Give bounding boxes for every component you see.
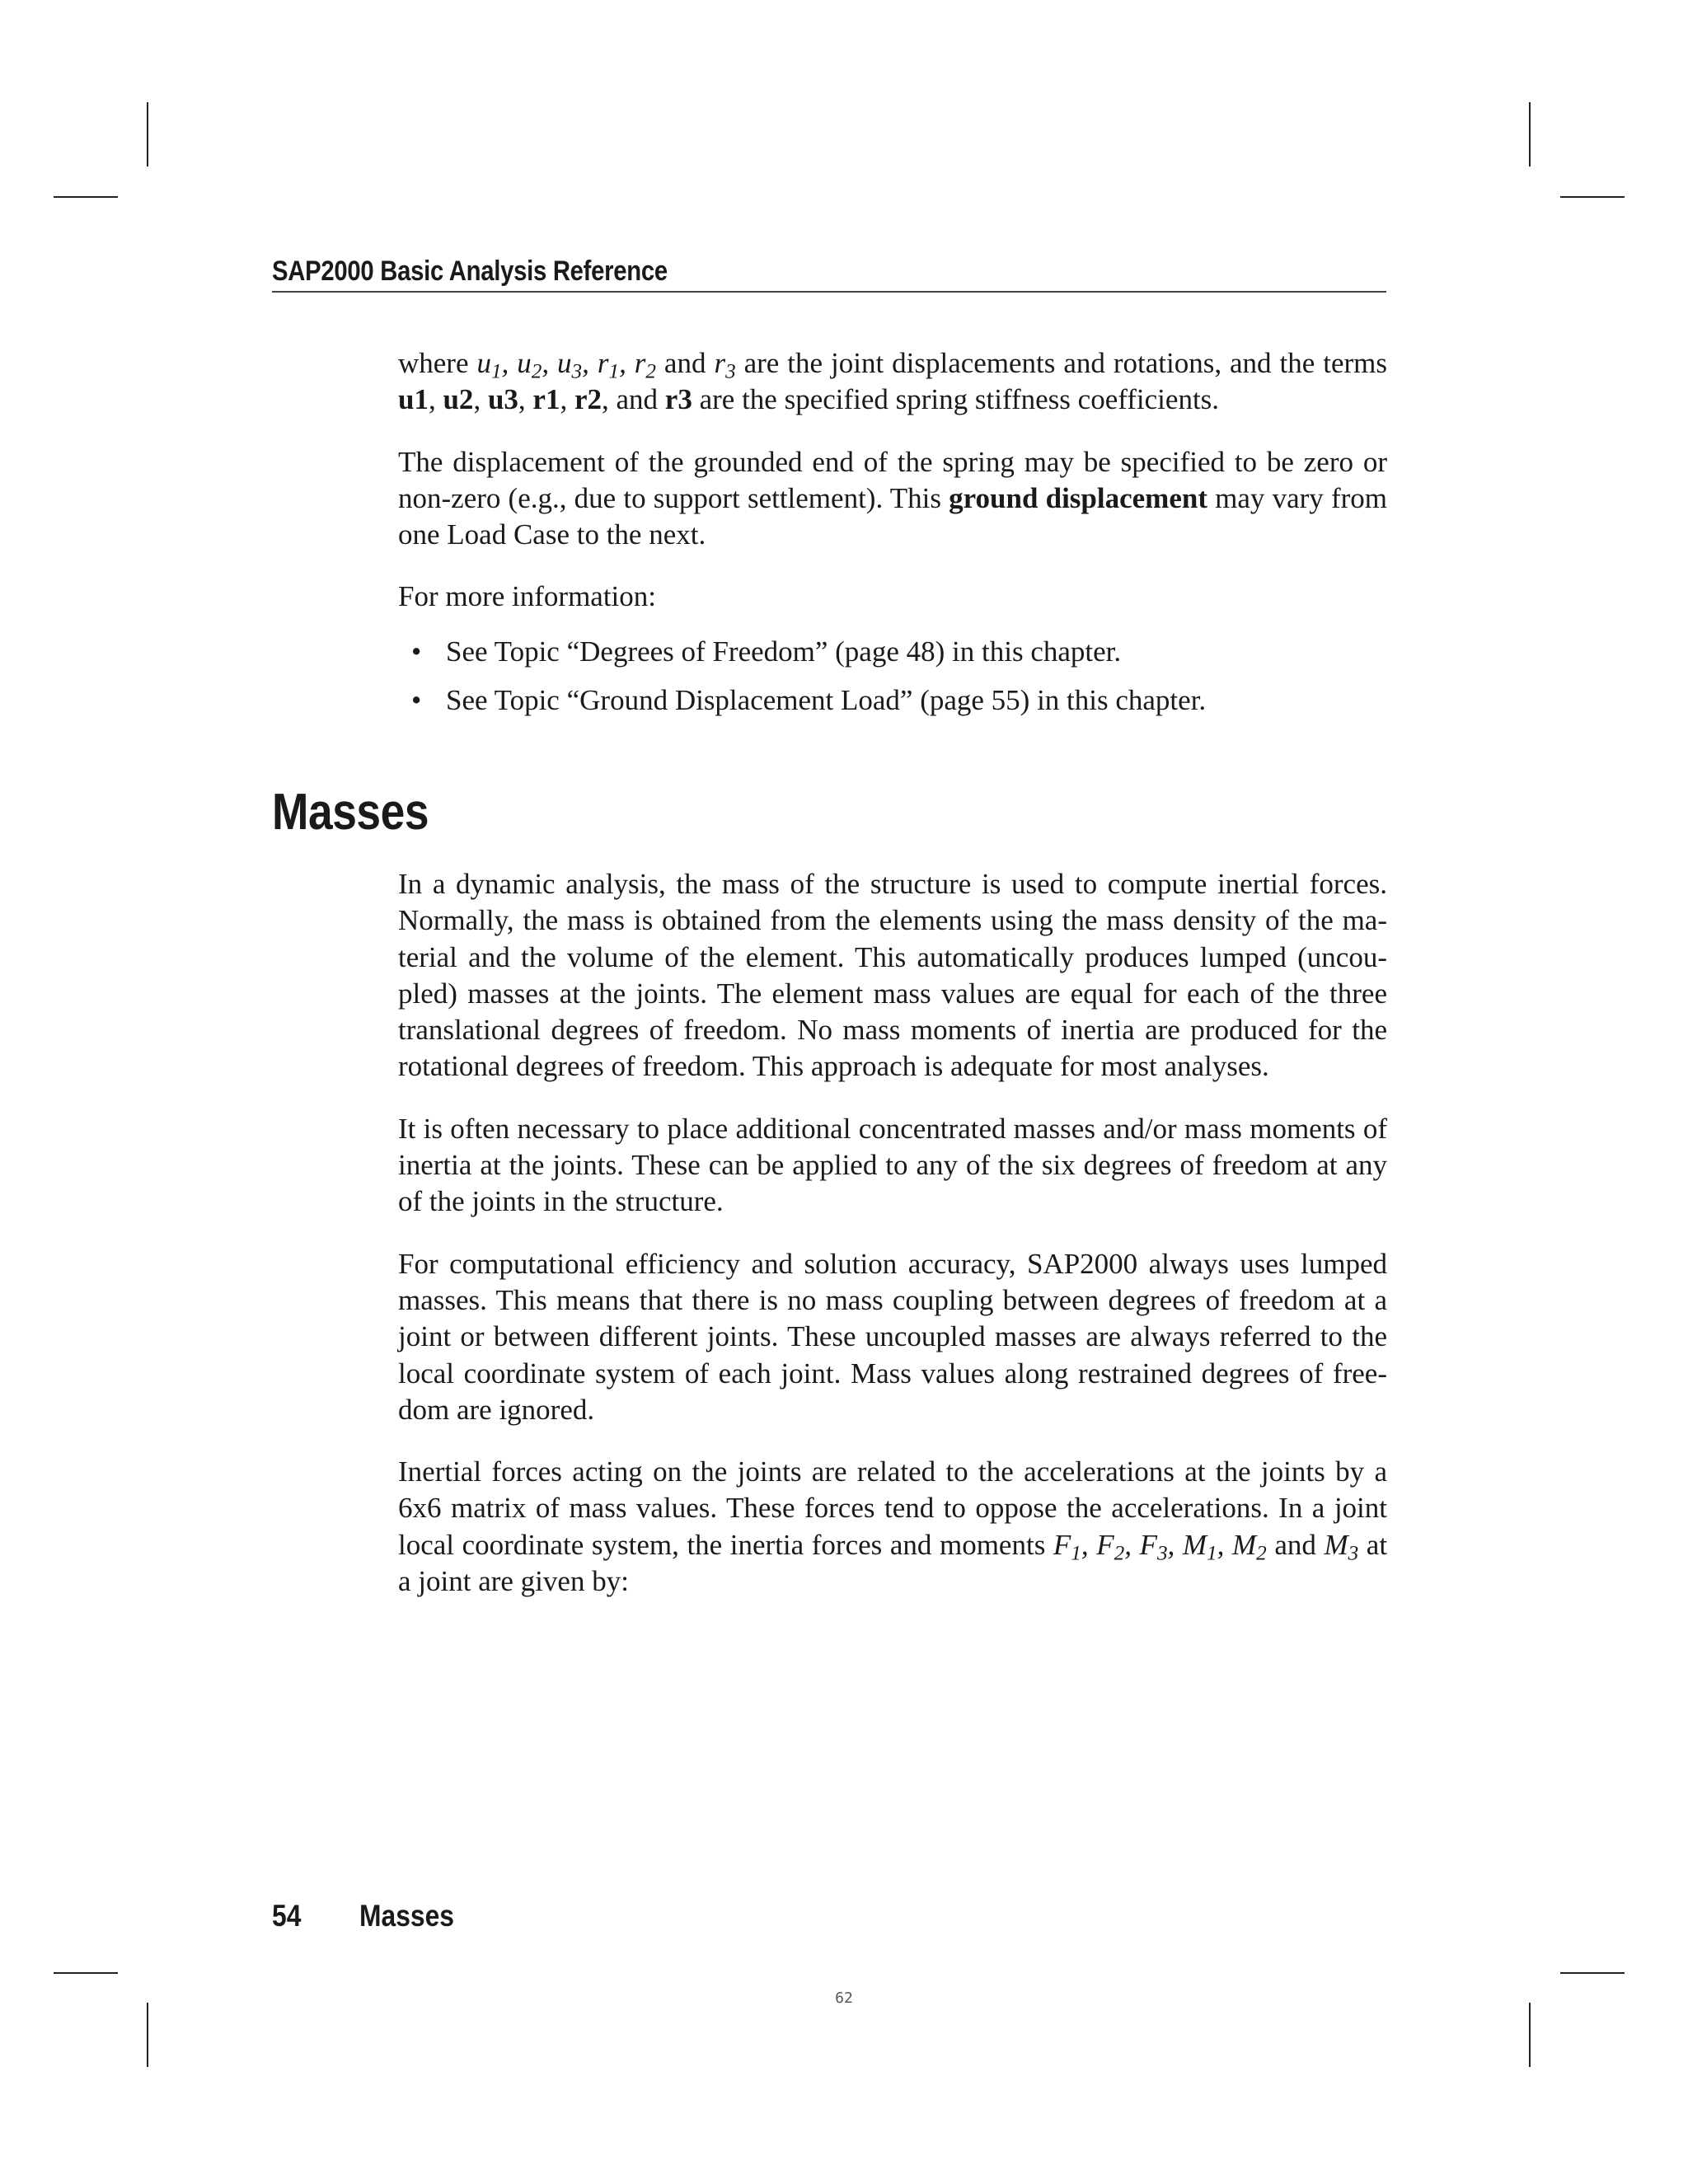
section-heading-masses: Masses bbox=[272, 784, 429, 841]
see-also-list bbox=[398, 627, 1387, 724]
see-also-ground-displacement-load: See Topic “Ground Displacement Load” (page 55) in this chapter. bbox=[446, 683, 1207, 716]
page-footer bbox=[272, 1899, 470, 1933]
masses-paragraph-2: It is often necessary to place additional concentrated masses and/or mass moments of inertia at the joints. These can be applied to any of the six degrees of freedom at any of the joints in the structure. bbox=[398, 1112, 1387, 1218]
crop-mark-bottom-right-vertical bbox=[1529, 2003, 1531, 2067]
crop-mark-bottom-left-horizontal bbox=[54, 1972, 118, 1974]
springs-text-block bbox=[398, 345, 1387, 724]
bullet-icon: • bbox=[411, 635, 422, 668]
running-header bbox=[272, 255, 1386, 293]
list-item bbox=[398, 627, 1387, 676]
footer-section-name: Masses bbox=[359, 1899, 454, 1933]
crop-mark-bottom-left-vertical bbox=[147, 2003, 148, 2067]
running-header-title: SAP2000 Basic Analysis Reference bbox=[272, 255, 668, 287]
spring-variables-paragraph: where $u_1$, $u_2$, $u_3$, $r_1$, $r_2$ and $r_3$ are the joint displacements and rotations, and the terms u1, u2, u3, r1, r2, and r3 are the specified spring stiffness coefficients. bbox=[398, 347, 1387, 416]
crop-mark-top-left-horizontal bbox=[54, 196, 118, 198]
ground-displacement-paragraph: The displacement of the grounded end of the spring may be specified to be zero or non-zero (e.g., due to support settlement). This ground displacement may vary from one Load Case to the next. bbox=[398, 445, 1388, 551]
crop-mark-top-right-horizontal bbox=[1560, 196, 1625, 198]
page-number: 54 bbox=[272, 1899, 302, 1933]
crop-mark-bottom-right-horizontal bbox=[1560, 1972, 1625, 1974]
list-item bbox=[398, 676, 1387, 724]
masses-paragraph-3: For computational efficiency and solution accuracy, SAP2000 always uses lumped masses. This means that there is no mass coupling between degrees of freedom at a joint or between different joints. These uncoupled masses are always referred to the local coordinate system of each joint. Mass values along restrained degrees of free-dom are ignored. bbox=[398, 1247, 1387, 1426]
crop-mark-top-left-vertical bbox=[147, 102, 148, 166]
inertial-forces-paragraph: Inertial forces acting on the joints are related to the accelerations at the joints by a 6x6 matrix of mass values. These forces tend to oppose the accelerations. In a joint local coordinate system, the inertia forces and moments $F_1$, $F_2$, $F_3$, $M_1$, $M_2$ and $M_3$ at a joint are given by: bbox=[398, 1455, 1388, 1598]
page-index: 62 bbox=[835, 1990, 853, 2007]
see-also-degrees-of-freedom: See Topic “Degrees of Freedom” (page 48) in this chapter. bbox=[446, 635, 1122, 668]
crop-mark-top-right-vertical bbox=[1529, 102, 1531, 166]
ground-displacement-term: ground displacement bbox=[949, 481, 1207, 514]
bullet-icon: • bbox=[411, 683, 422, 716]
masses-text-block bbox=[398, 866, 1387, 1600]
more-information-label: For more information: bbox=[398, 580, 657, 613]
masses-paragraph-1: In a dynamic analysis, the mass of the structure is used to compute inertial forces. Normally, the mass is obtained from the elements using the mass density of the ma-terial and the volume of the element. This automatically produces lumped (uncou-pled) masses at the joints. The element mass values are equal for each of the three translational degrees of freedom. No mass moments of inertia are produced for the rotational degrees of freedom. This approach is adequate for most analyses. bbox=[398, 868, 1387, 1083]
